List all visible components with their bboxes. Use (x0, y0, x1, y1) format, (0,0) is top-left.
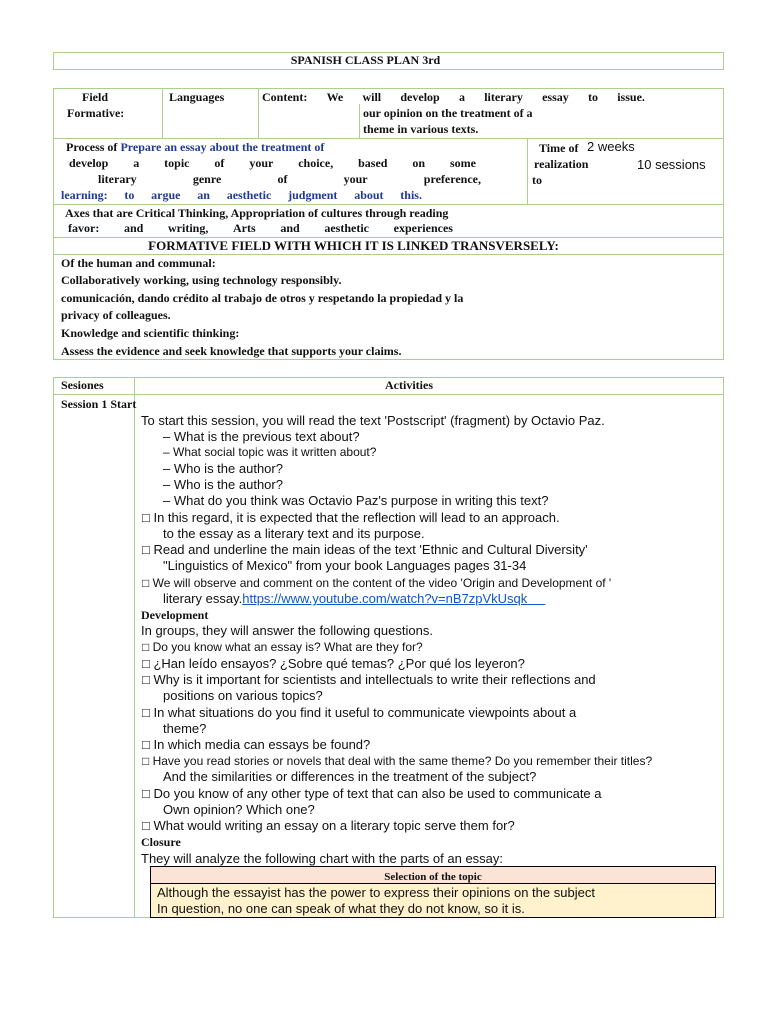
development-question-cont: Own opinion? Which one? (163, 802, 315, 817)
word: genre (192, 172, 222, 186)
read-line-1: □ Read and underline the main ideas of the text 'Ethnic and Cultural Diversity' (142, 542, 588, 557)
time-label: Time of (539, 141, 579, 155)
sessions-header: Sesiones (61, 378, 104, 392)
word: favor: (68, 221, 100, 235)
word: topic (164, 156, 190, 170)
session-label: Session 1 Start (61, 397, 137, 411)
word: based (358, 156, 388, 170)
reflection-line-1: □ In this regard, it is expected that the reflection will lead to an approach. (142, 510, 560, 525)
process-prefix: Process of (66, 140, 118, 154)
development-intro: In groups, they will answer the following questions. (141, 623, 433, 638)
time-value: 2 weeks (587, 139, 635, 154)
word: of (277, 172, 288, 186)
word: about (354, 188, 384, 202)
video-link[interactable]: https://www.youtube.com/watch?v=nB7zpVkUsqk (242, 591, 528, 606)
word: learning: (61, 188, 108, 202)
word: some (449, 156, 476, 170)
word: Content: (262, 90, 308, 104)
start-question: – Who is the author? (163, 461, 283, 476)
development-heading: Development (141, 608, 209, 622)
start-intro: To start this session, you will read the text 'Postscript' (fragment) by Octavio Paz. (141, 413, 605, 428)
development-question: □ ¿Han leído ensayos? ¿Sobre qué temas? ¿Por qué los leyeron? (142, 656, 525, 671)
divider (53, 394, 724, 395)
formative-label: Formative: (67, 106, 125, 120)
languages-label: Languages (169, 90, 225, 104)
word: your (249, 156, 274, 170)
word: of (214, 156, 225, 170)
word: literary (98, 172, 137, 186)
video-line-2 (163, 591, 545, 606)
start-question: – Who is the author? (163, 477, 283, 492)
process-line-1 (66, 140, 324, 155)
closure-heading: Closure (141, 835, 181, 849)
development-question: □ Do you know of any other type of text that can also be used to communicate a (142, 786, 602, 801)
start-question: – What is the previous text about? (163, 429, 360, 444)
to-label: to (532, 173, 542, 187)
divider (134, 377, 135, 918)
divider (53, 204, 724, 205)
essay-chart-header (151, 867, 715, 884)
content-line-2: our opinion on the treatment of a (363, 106, 533, 120)
development-question-cont: And the similarities or differences in the treatment of the subject? (163, 769, 537, 784)
page-title: SPANISH CLASS PLAN 3rd (290, 53, 441, 67)
word: We (326, 90, 344, 104)
development-question: □ In which media can essays be found? (142, 737, 371, 752)
essay-chart-title: Selection of the topic (384, 871, 482, 883)
content-line-3: theme in various texts. (363, 122, 479, 136)
process-line-2 (69, 156, 476, 171)
word: writing, (168, 221, 209, 235)
word: and (280, 221, 300, 235)
video-line-1: □ We will observe and comment on the content of the video 'Origin and Development of ' (142, 576, 612, 590)
word: will (362, 90, 382, 104)
word: aesthetic (226, 188, 272, 202)
reflection-line-2: to the essay as a literary text and its purpose. (163, 526, 425, 541)
word: judgment (288, 188, 338, 202)
essay-chart-body (151, 884, 715, 917)
formative-line: Knowledge and scientific thinking: (61, 326, 240, 340)
sessions-count: 10 sessions (637, 157, 706, 172)
essay-chart-line: Although the essayist has the power to express their opinions on the subject (157, 885, 595, 900)
divider (258, 88, 259, 138)
formative-line: Assess the evidence and seek knowledge that supports your claims. (61, 344, 402, 358)
word: this. (400, 188, 422, 202)
word: develop (69, 156, 109, 170)
essay-chart-line: In question, no one can speak of what they do not know, so it is. (157, 901, 525, 916)
word: literary (484, 90, 523, 104)
word: experiences (393, 221, 453, 235)
word: develop (400, 90, 440, 104)
word: to (587, 90, 598, 104)
development-question: □ In what situations do you find it useful to communicate viewpoints about a (142, 705, 577, 720)
closure-intro: They will analyze the following chart with the parts of an essay: (141, 851, 504, 866)
development-question: □ Do you know what an essay is? What are they for? (142, 640, 423, 654)
link-underline-pad (527, 591, 545, 606)
axes-line-1: Axes that are Critical Thinking, Appropriation of cultures through reading (65, 206, 449, 220)
word: Arts (233, 221, 256, 235)
read-line-2: "Linguistics of Mexico" from your book Languages pages 31-34 (163, 558, 527, 573)
content-line (262, 90, 645, 105)
formative-line: comunicación, dando crédito al trabajo de otros y respetando la propiedad y la (61, 291, 464, 305)
formative-line: Collaboratively working, using technology responsibly. (61, 273, 342, 287)
process-line-3 (98, 172, 481, 187)
formative-line: Of the human and communal: (61, 256, 216, 270)
start-question: – What social topic was it written about? (163, 445, 377, 459)
word: preference, (423, 172, 481, 186)
video-line-2-text: literary essay. (163, 591, 243, 606)
word: on (412, 156, 426, 170)
development-question: □ Why is it important for scientists and intellectuals to write their reflections and (142, 672, 596, 687)
process-line-4 (61, 188, 422, 203)
divider (53, 254, 724, 255)
word: an (197, 188, 210, 202)
formative-heading: FORMATIVE FIELD WITH WHICH IT IS LINKED TRANSVERSELY: (148, 238, 559, 253)
divider (359, 104, 360, 138)
formative-line: privacy of colleagues. (61, 308, 171, 322)
essay-chart (150, 866, 716, 918)
word: to (124, 188, 135, 202)
word: issue. (617, 90, 645, 104)
development-question: □ What would writing an essay on a literary topic serve them for? (142, 818, 515, 833)
field-label: Field (82, 90, 108, 104)
word: argue (151, 188, 181, 202)
realization-label: realization (534, 157, 589, 171)
development-question-cont: theme? (163, 721, 207, 736)
development-question: □ Have you read stories or novels that deal with the same theme? Do you remember their titles? (142, 754, 653, 768)
word: aesthetic (324, 221, 369, 235)
start-question: – What do you think was Octavio Paz's purpose in writing this text? (163, 493, 549, 508)
word: essay (542, 90, 569, 104)
word: choice, (298, 156, 334, 170)
divider (162, 88, 163, 138)
word: a (458, 90, 465, 104)
activities-header: Activities (385, 378, 433, 392)
divider (527, 138, 528, 204)
word: your (343, 172, 368, 186)
axes-line-2 (68, 221, 453, 236)
word: a (133, 156, 140, 170)
development-question-cont: positions on various topics? (163, 688, 323, 703)
word: and (123, 221, 144, 235)
process-prepare: Prepare an essay about the treatment of (120, 140, 325, 154)
